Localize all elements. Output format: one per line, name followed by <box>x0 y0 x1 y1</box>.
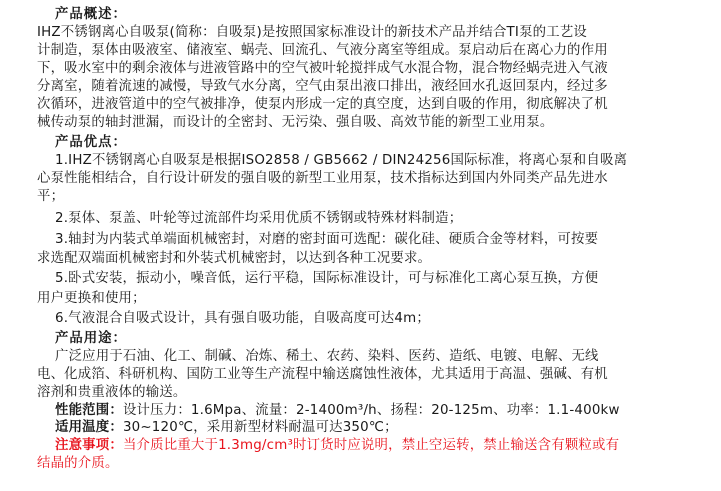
temperature-label: 适用温度： <box>55 420 123 435</box>
advantages-line: 平； <box>37 189 65 204</box>
temperature-row <box>55 420 398 436</box>
overview-line: 下，吸水室中的剩余液体与进液管路中的空气被叶轮搅拌成气水混合物，混合物经蜗壳进入气液 <box>37 61 608 76</box>
temperature-value: 30~120℃，采用新型材料耐温可达350℃； <box>122 420 398 435</box>
overview-line: 械传动泵的轴封泄漏，而设计的全密封、无污染、强自吸、高效节能的新型工业用泵。 <box>37 115 554 130</box>
advantages-line: 3.轴封为内装式单端面机械密封，对磨的密封面可选配：碳化硅、硬质合金等材料，可按要 <box>55 232 599 247</box>
applications-line: 溶剂和贵重液体的输送。 <box>37 385 187 400</box>
advantages-line: 求选配双端面机械密封和外装式机械密封，以达到各种工况要求。 <box>37 251 432 266</box>
advantages-line: 用户更换和使用； <box>37 291 146 306</box>
advantages-heading: 产品优点： <box>55 135 127 150</box>
applications-line: 电、化成箔、科研机构、国防工业等生产流程中输送腐蚀性液体，尤其适用于高温、强碱、有机 <box>37 367 608 382</box>
overview-line: 次循环，进液管道中的空气被排净，使泵内形成一定的真空度，达到自吸的作用，彻底解决了机 <box>37 97 608 112</box>
performance-range-row <box>55 403 620 419</box>
overview-line: 分离室，随着流速的减慢，导致气水分离，空气由泵出液口排出，液经回水孔返回泵内，经过多 <box>37 79 608 94</box>
advantages-line: 5.卧式安装，振动小，噪音低，运行平稳，国际标准设计，可与标准化工离心泵互换，方便 <box>55 271 599 286</box>
notice-row <box>55 438 619 454</box>
notice-label: 注意事项： <box>55 438 123 453</box>
advantages-line: 1.IHZ不锈钢离心自吸泵是根据ISO2858 / GB5662 / DIN24256国际标准，将离心泵和自吸离 <box>55 153 628 168</box>
overview-line: IHZ不锈钢离心自吸泵(简称：自吸泵)是按照国家标准设计的新技术产品并结合TI泵的工艺设 <box>37 25 588 40</box>
advantages-line: 心泵性能相结合，自行设计研发的强自吸的新型工业用泵，技术指标达到国内外同类产品先进水 <box>37 171 608 186</box>
notice-text: 当介质比重大于1.3mg/cm³时订货时应说明，禁止空运转，禁止输送含有颗粒或有 <box>122 438 620 453</box>
applications-line: 广泛应用于石油、化工、制碱、冶炼、稀土、农药、染料、医药、造纸、电镀、电解、无线 <box>55 349 599 364</box>
notice-continuation: 结晶的介质。 <box>37 456 119 471</box>
overview-line: 计制造，泵体由吸液室、储液室、蜗壳、回流孔、气液分离室等组成。泵启动后在离心力的作用 <box>37 43 608 58</box>
performance-range-label: 性能范围： <box>55 403 123 418</box>
performance-range-value: 设计压力：1.6Mpa、流量：2-1400m³/h、扬程：20-125m、功率：1.1-400kw <box>122 403 620 418</box>
overview-heading: 产品概述： <box>55 7 127 22</box>
applications-heading: 产品用途： <box>55 331 127 346</box>
advantages-line: 6.气液混合自吸式设计，具有强自吸功能，自吸高度可达4m； <box>55 311 430 326</box>
advantages-line: 2.泵体、泵盖、叶轮等过流部件均采用优质不锈钢或特殊材料制造； <box>55 211 463 226</box>
